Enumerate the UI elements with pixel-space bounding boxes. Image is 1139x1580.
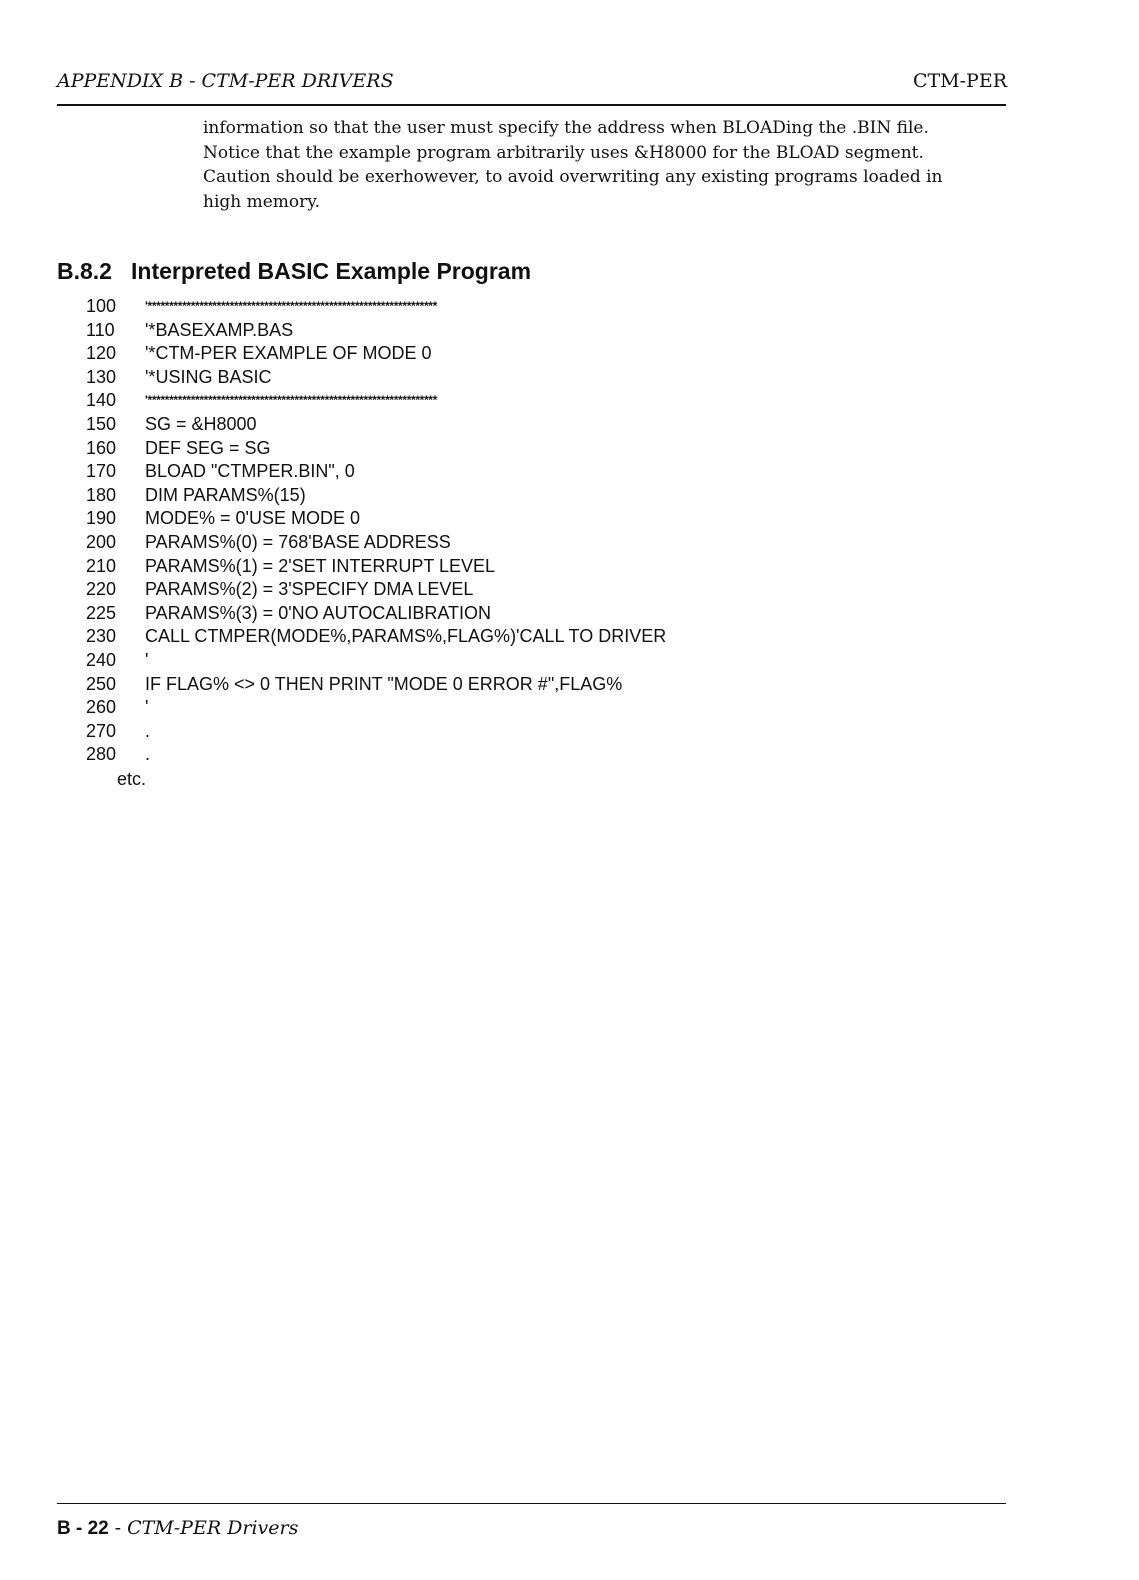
line-number: 230	[86, 626, 117, 647]
line-number: 160	[86, 437, 117, 458]
code-listing	[86, 295, 666, 791]
code-line	[86, 484, 666, 508]
paragraph-line: Notice that the example program arbitrarily uses &H8000 for the BLOAD segment.	[203, 142, 924, 163]
line-text: PARAMS%(3) = 0'NO AUTOCALIBRATION	[145, 602, 492, 623]
section-title: Interpreted BASIC Example Program	[131, 258, 532, 284]
code-line	[86, 720, 666, 744]
line-number: 270	[86, 720, 117, 741]
line-text: '*USING BASIC	[145, 366, 272, 387]
code-line	[86, 531, 666, 555]
code-line	[86, 366, 666, 390]
footer-separator: -	[114, 1518, 122, 1539]
line-number: 250	[86, 673, 117, 694]
line-number: 150	[86, 413, 117, 434]
line-number: 130	[86, 366, 117, 387]
paragraph-line: Caution should be exerhowever, to avoid overwriting any existing programs loaded in	[203, 167, 943, 187]
line-text: '	[145, 697, 149, 718]
code-line	[86, 460, 666, 484]
line-number: 120	[86, 343, 117, 364]
line-text: PARAMS%(1) = 2'SET INTERRUPT LEVEL	[145, 555, 496, 576]
paragraph-line: information so that the user must specify the address when BLOADing the .BIN file.	[203, 118, 929, 138]
line-number: 260	[86, 697, 117, 718]
line-text: SG = &H8000	[145, 413, 257, 434]
running-header-left: APPENDIX B - CTM-PER DRIVERS	[57, 70, 394, 92]
code-line	[86, 413, 666, 437]
page-footer	[57, 1517, 298, 1540]
code-line	[86, 578, 666, 602]
line-text: .	[145, 720, 151, 741]
line-number: 100	[86, 296, 117, 316]
code-line	[86, 319, 666, 343]
line-text: PARAMS%(2) = 3'SPECIFY DMA LEVEL	[145, 579, 474, 600]
line-text: .	[145, 744, 151, 765]
code-line	[86, 555, 666, 579]
line-text: BLOAD "CTMPER.BIN", 0	[145, 461, 355, 482]
section-heading	[57, 258, 531, 285]
header-rule	[57, 104, 1006, 106]
line-number: 200	[86, 531, 117, 552]
line-text: '*BASEXAMP.BAS	[145, 319, 294, 340]
line-number: 180	[86, 484, 117, 505]
code-line	[86, 625, 666, 649]
section-number: B.8.2	[57, 258, 112, 284]
code-line	[86, 295, 666, 319]
code-line	[86, 389, 666, 413]
line-text: IF FLAG% <> 0 THEN PRINT "MODE 0 ERROR #",FLAG%	[145, 673, 623, 694]
line-text: DIM PARAMS%(15)	[145, 484, 306, 505]
line-number: 190	[86, 508, 117, 529]
line-number: 280	[86, 744, 117, 765]
line-text: CALL CTMPER(MODE%,PARAMS%,FLAG%)'CALL TO DRIVER	[145, 626, 667, 647]
paragraph-line: high memory.	[203, 191, 321, 212]
code-trailer: etc.	[117, 768, 147, 789]
code-line	[86, 602, 666, 626]
line-text: '*CTM-PER EXAMPLE OF MODE 0	[145, 343, 432, 364]
line-text: '*******************************************************************	[145, 393, 437, 408]
footer-rule	[57, 1503, 1006, 1504]
line-number: 170	[86, 461, 117, 482]
code-line	[86, 696, 666, 720]
code-line	[86, 437, 666, 461]
line-number: 140	[86, 390, 117, 411]
line-number: 210	[86, 555, 117, 576]
line-number: 240	[86, 649, 117, 670]
code-line	[86, 673, 666, 697]
code-line	[86, 342, 666, 366]
line-number: 110	[86, 319, 115, 340]
line-text: DEF SEG = SG	[145, 437, 271, 458]
line-text: '	[145, 649, 149, 670]
line-text: MODE% = 0'USE MODE 0	[145, 508, 360, 529]
line-number: 225	[86, 602, 117, 623]
running-header-right: CTM-PER	[912, 70, 1007, 92]
line-text: '*******************************************************************	[145, 299, 437, 313]
code-line	[86, 743, 666, 767]
line-text: PARAMS%(0) = 768'BASE ADDRESS	[145, 531, 451, 552]
code-line	[86, 507, 666, 531]
line-number: 220	[86, 579, 117, 600]
footer-title: CTM-PER Drivers	[127, 1517, 299, 1539]
intro-paragraph	[203, 116, 993, 214]
code-line	[86, 649, 666, 673]
page-number: B - 22	[57, 1518, 109, 1539]
